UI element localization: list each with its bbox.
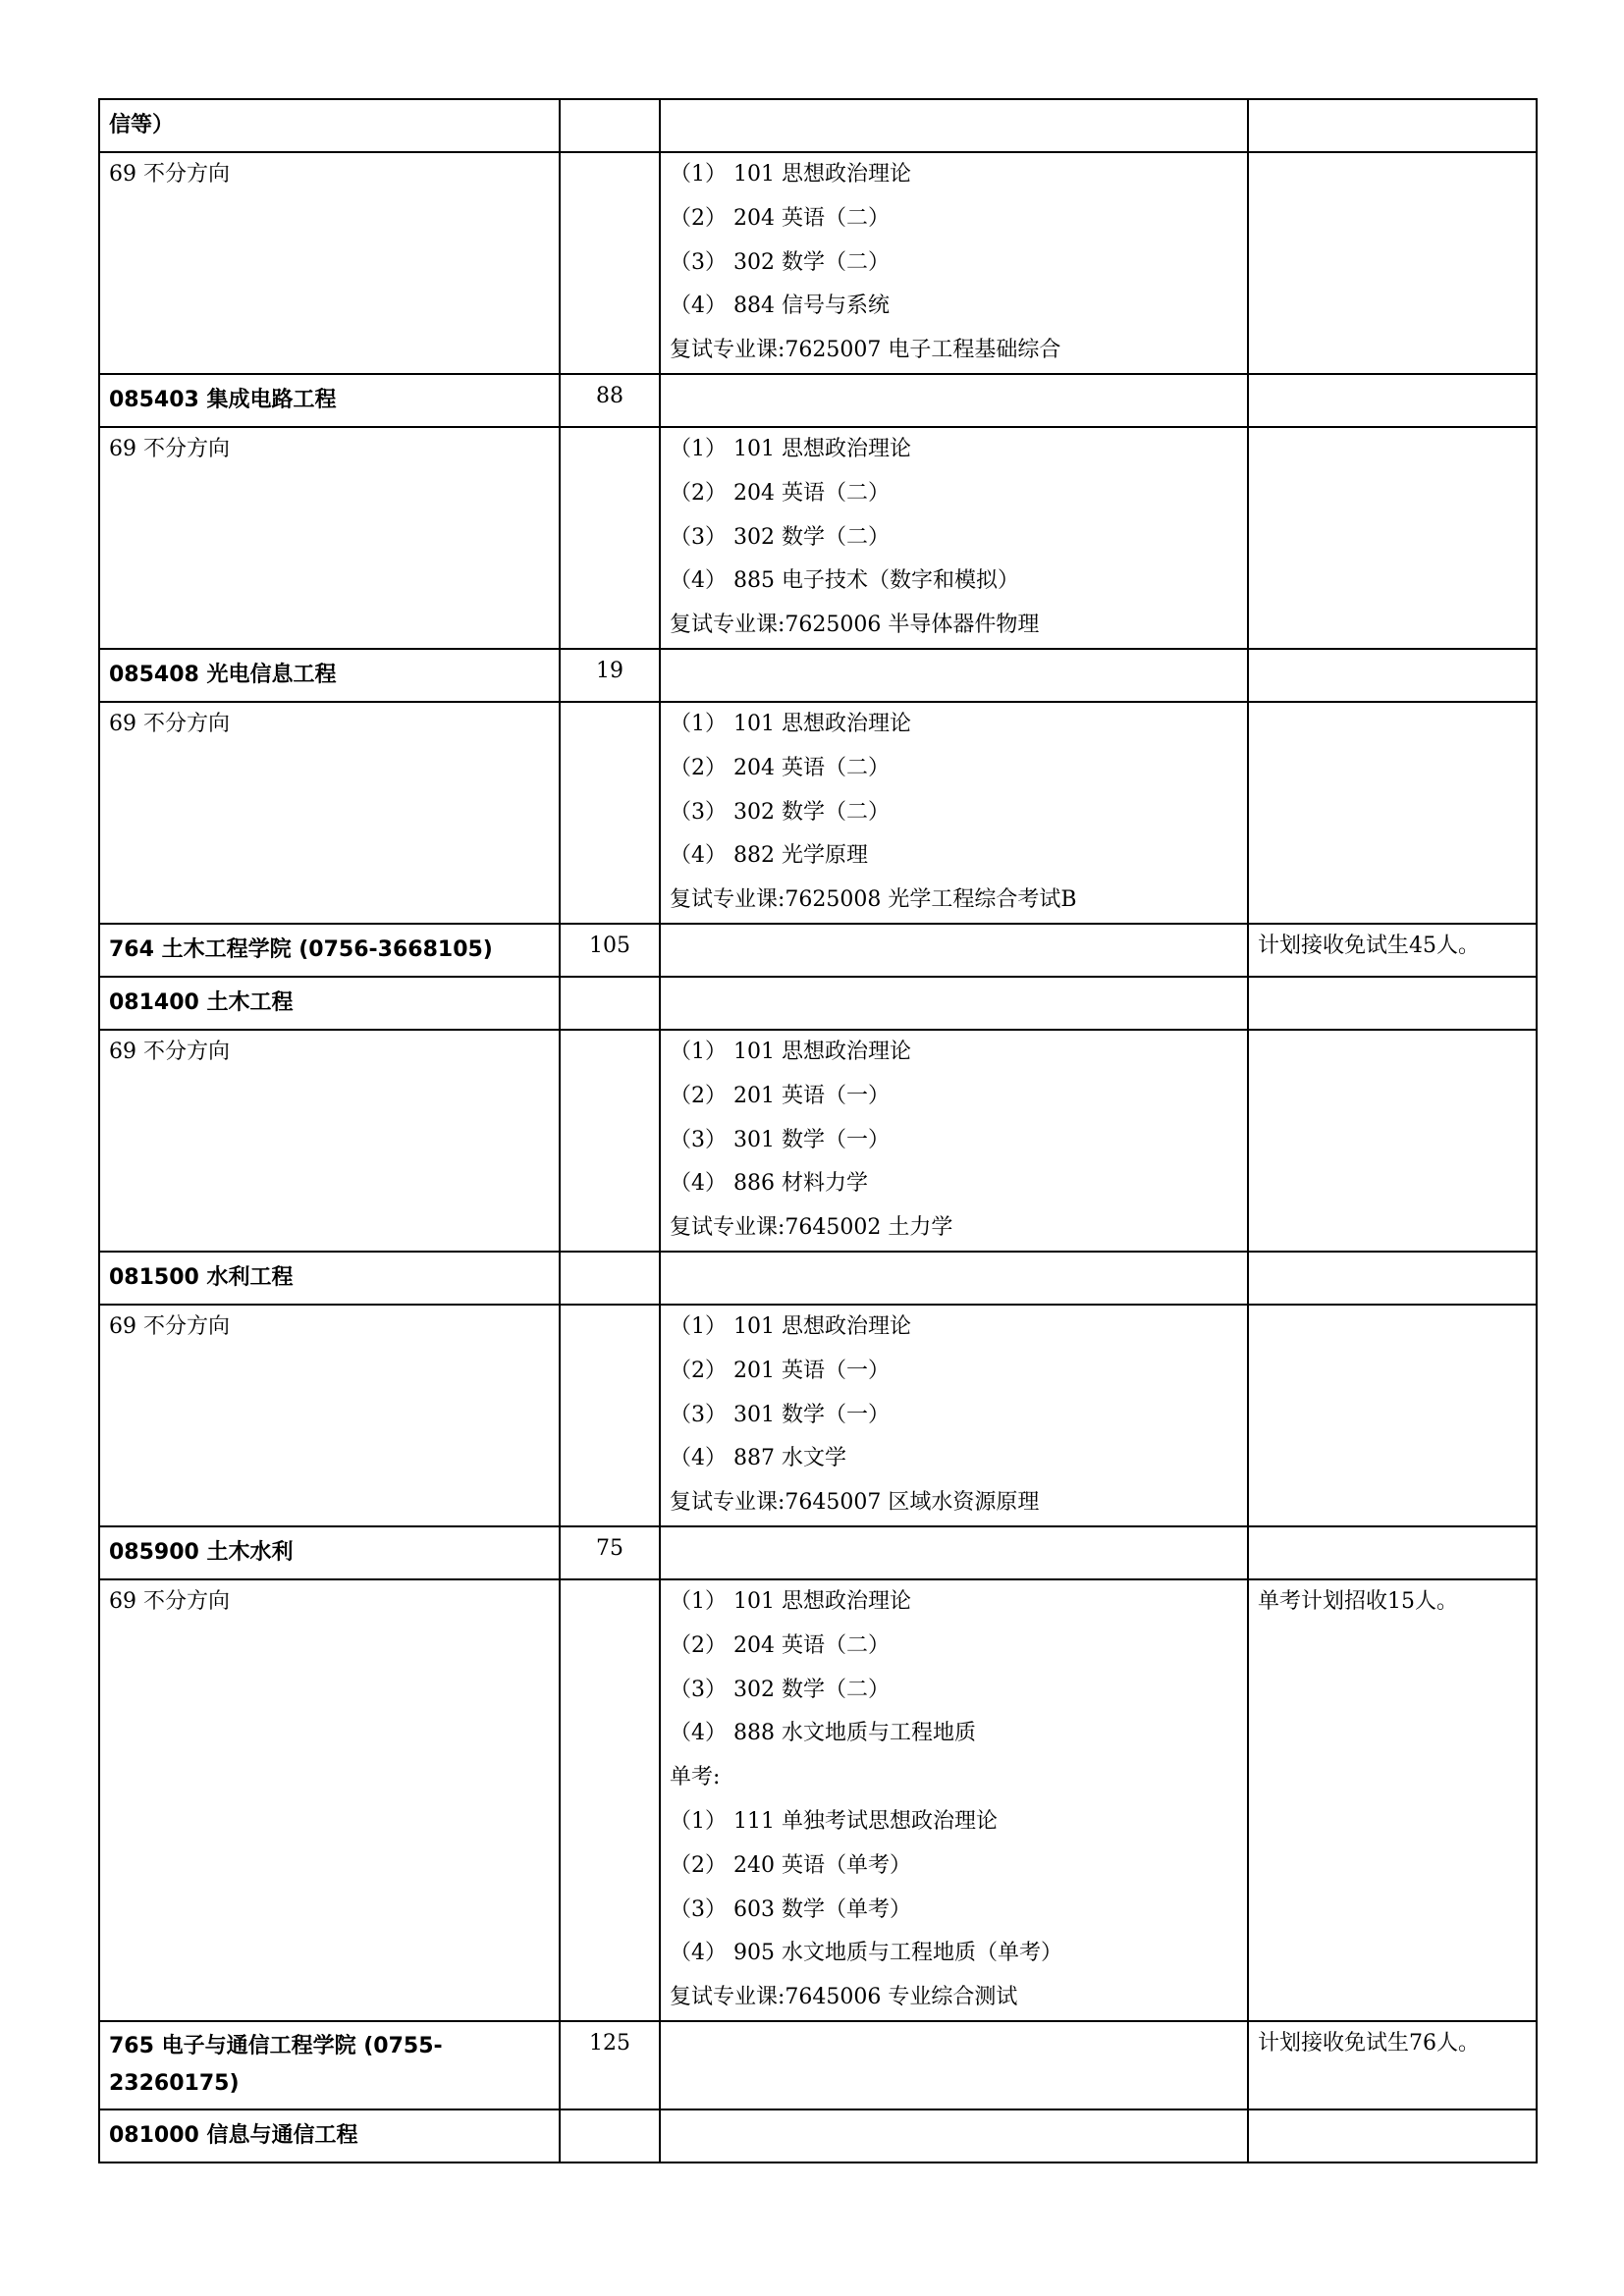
exam-subjects [660, 1252, 1248, 1305]
remarks [1248, 2109, 1537, 2163]
exam-subject-line: （2） 201 英语（一） [670, 1083, 890, 1108]
enrollment-count: 75 [560, 1526, 660, 1579]
table-row [99, 977, 1537, 1030]
enrollment-count: 88 [560, 374, 660, 427]
exam-subjects [660, 427, 1248, 649]
remarks [1248, 1526, 1537, 1579]
exam-subjects [660, 374, 1248, 427]
remarks [1248, 427, 1537, 649]
enrollment-count [560, 977, 660, 1030]
exam-subject-line: （3） 302 数学（二） [670, 1677, 890, 1702]
table-row [99, 1305, 1537, 1526]
table-row [99, 374, 1537, 427]
exam-subject-line: （4） 882 光学原理 [670, 843, 868, 869]
research-direction: 69 不分方向 [99, 427, 560, 649]
exam-subjects [660, 649, 1248, 702]
exam-subject-line: （4） 905 水文地质与工程地质（单考） [670, 1941, 1062, 1966]
table-row [99, 2021, 1537, 2109]
exam-subjects [660, 977, 1248, 1030]
table-row [99, 1526, 1537, 1579]
retest-subject-line: 复试专业课:7625007 电子工程基础综合 [670, 338, 1061, 363]
enrollment-count [560, 152, 660, 374]
program-name: 085900 土木水利 [99, 1526, 560, 1579]
exam-subjects [660, 2021, 1248, 2109]
remarks [1248, 152, 1537, 374]
exam-subjects [660, 2109, 1248, 2163]
table-row [99, 1030, 1537, 1252]
enrollment-count [560, 1579, 660, 2021]
remarks: 计划接收免试生45人。 [1248, 924, 1537, 977]
exam-subject-line: （1） 101 思想政治理论 [670, 162, 911, 187]
exam-subject-line: （1） 111 单独考试思想政治理论 [670, 1808, 998, 1834]
program-name: 081500 水利工程 [99, 1252, 560, 1305]
exam-subjects [660, 1526, 1248, 1579]
table-row [99, 702, 1537, 924]
retest-subject-line: 复试专业课:7645007 区域水资源原理 [670, 1490, 1040, 1516]
exam-subject-line: （2） 204 英语（二） [670, 755, 890, 780]
exam-subject-line: （3） 302 数学（二） [670, 799, 890, 825]
exam-subjects [660, 99, 1248, 152]
exam-subjects [660, 152, 1248, 374]
table-row [99, 1252, 1537, 1305]
enrollment-count [560, 2109, 660, 2163]
research-direction: 69 不分方向 [99, 152, 560, 374]
exam-subject-line: （3） 301 数学（一） [670, 1402, 890, 1427]
table-row [99, 427, 1537, 649]
enrollment-count: 105 [560, 924, 660, 977]
exam-subject-line: （1） 101 思想政治理论 [670, 436, 911, 461]
table-row [99, 1579, 1537, 2021]
retest-subject-line: 复试专业课:7645002 土力学 [670, 1215, 953, 1241]
program-name: 085403 集成电路工程 [99, 374, 560, 427]
exam-subject-line: （4） 885 电子技术（数字和模拟） [670, 568, 1019, 594]
remarks: 单考计划招收15人。 [1248, 1579, 1537, 2021]
program-name: 081400 土木工程 [99, 977, 560, 1030]
research-direction: 69 不分方向 [99, 702, 560, 924]
exam-subject-line: （1） 101 思想政治理论 [670, 1313, 911, 1339]
school-name [99, 2021, 560, 2109]
remarks: 计划接收免试生76人。 [1248, 2021, 1537, 2109]
exam-subject-line: （2） 204 英语（二） [670, 205, 890, 231]
program-name: 085408 光电信息工程 [99, 649, 560, 702]
table-row [99, 99, 1537, 152]
exam-subject-line: （1） 101 思想政治理论 [670, 711, 911, 736]
table-row [99, 2109, 1537, 2163]
remarks [1248, 649, 1537, 702]
enrollment-count: 125 [560, 2021, 660, 2109]
research-direction: 69 不分方向 [99, 1305, 560, 1526]
research-direction: 69 不分方向 [99, 1579, 560, 2021]
exam-subject-line: （3） 301 数学（一） [670, 1127, 890, 1152]
remarks [1248, 1030, 1537, 1252]
school-name-line: 23260175) [109, 2070, 240, 2096]
exam-subjects [660, 1030, 1248, 1252]
retest-subject-line: 复试专业课:7645006 专业综合测试 [670, 1985, 1018, 2010]
enrollment-count: 19 [560, 649, 660, 702]
exam-subjects [660, 924, 1248, 977]
exam-subject-line: （1） 101 思想政治理论 [670, 1039, 911, 1064]
exam-subject-line: （3） 603 数学（单考） [670, 1896, 911, 1922]
enrollment-count [560, 702, 660, 924]
remarks [1248, 99, 1537, 152]
exam-subject-line: （2） 204 英语（二） [670, 1632, 890, 1658]
exam-subject-line: （4） 884 信号与系统 [670, 294, 890, 319]
table-row [99, 924, 1537, 977]
admissions-catalog-table [98, 98, 1538, 2163]
program-name: 信等） [99, 99, 560, 152]
remarks [1248, 977, 1537, 1030]
exam-subject-line: （2） 201 英语（一） [670, 1358, 890, 1383]
table-row [99, 649, 1537, 702]
enrollment-count [560, 1305, 660, 1526]
exam-subject-line: （3） 302 数学（二） [670, 524, 890, 550]
retest-subject-line: 复试专业课:7625006 半导体器件物理 [670, 613, 1040, 638]
enrollment-count [560, 427, 660, 649]
remarks [1248, 702, 1537, 924]
enrollment-count [560, 1252, 660, 1305]
separate-exam-label: 单考: [670, 1765, 721, 1790]
exam-subject-line: （4） 887 水文学 [670, 1446, 846, 1471]
retest-subject-line: 复试专业课:7625008 光学工程综合考试B [670, 887, 1077, 913]
remarks [1248, 374, 1537, 427]
exam-subjects [660, 1579, 1248, 2021]
school-name-line: 765 电子与通信工程学院 (0755- [109, 2033, 443, 2058]
exam-subject-line: （2） 240 英语（单考） [670, 1852, 911, 1878]
research-direction: 69 不分方向 [99, 1030, 560, 1252]
exam-subject-line: （1） 101 思想政治理论 [670, 1588, 911, 1614]
exam-subject-line: （2） 204 英语（二） [670, 480, 890, 506]
exam-subject-line: （4） 888 水文地质与工程地质 [670, 1721, 976, 1746]
exam-subject-line: （4） 886 材料力学 [670, 1171, 868, 1197]
program-name: 081000 信息与通信工程 [99, 2109, 560, 2163]
enrollment-count [560, 1030, 660, 1252]
exam-subjects [660, 702, 1248, 924]
school-name: 764 土木工程学院 (0756-3668105) [99, 924, 560, 977]
table-row [99, 152, 1537, 374]
remarks [1248, 1252, 1537, 1305]
enrollment-count [560, 99, 660, 152]
exam-subjects [660, 1305, 1248, 1526]
exam-subject-line: （3） 302 数学（二） [670, 249, 890, 275]
remarks [1248, 1305, 1537, 1526]
